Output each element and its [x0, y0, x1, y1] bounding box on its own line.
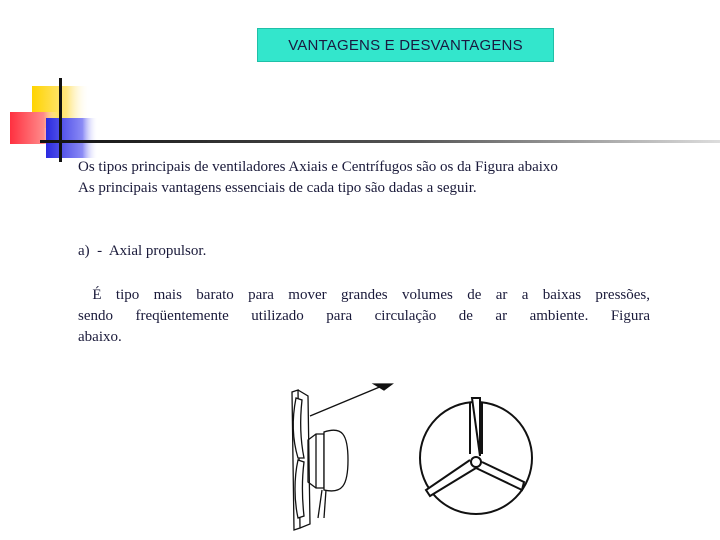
- desc-line-2: sendo freqüentemente utilizado para circulação de ar ambiente. Figura: [78, 308, 650, 324]
- desc-line-1: É tipo mais barato para mover grandes volumes de ar a baixas pressões,: [78, 287, 651, 303]
- intro-line-2: As principais vantagens essenciais de cada tipo são dadas a seguir.: [78, 180, 477, 196]
- deco-vertical-line: [59, 78, 62, 162]
- intro-line-1: Os tipos principais de ventiladores Axiais e Centrífugos são os da Figura abaixo: [78, 159, 558, 175]
- item-a-heading: a) - Axial propulsor.: [78, 243, 207, 259]
- corner-decoration: [0, 0, 720, 170]
- slide-title: VANTAGENS E DESVANTAGENS: [257, 28, 554, 62]
- axial-fan-figure: [278, 378, 538, 540]
- deco-horizontal-line: [40, 140, 720, 143]
- fan-side-view: [292, 384, 392, 530]
- intro-paragraph: [78, 157, 650, 199]
- axial-description: [78, 285, 650, 348]
- desc-line-3: abaixo.: [78, 329, 122, 345]
- fan-front-view: [420, 398, 532, 514]
- deco-blue-square: [46, 118, 98, 158]
